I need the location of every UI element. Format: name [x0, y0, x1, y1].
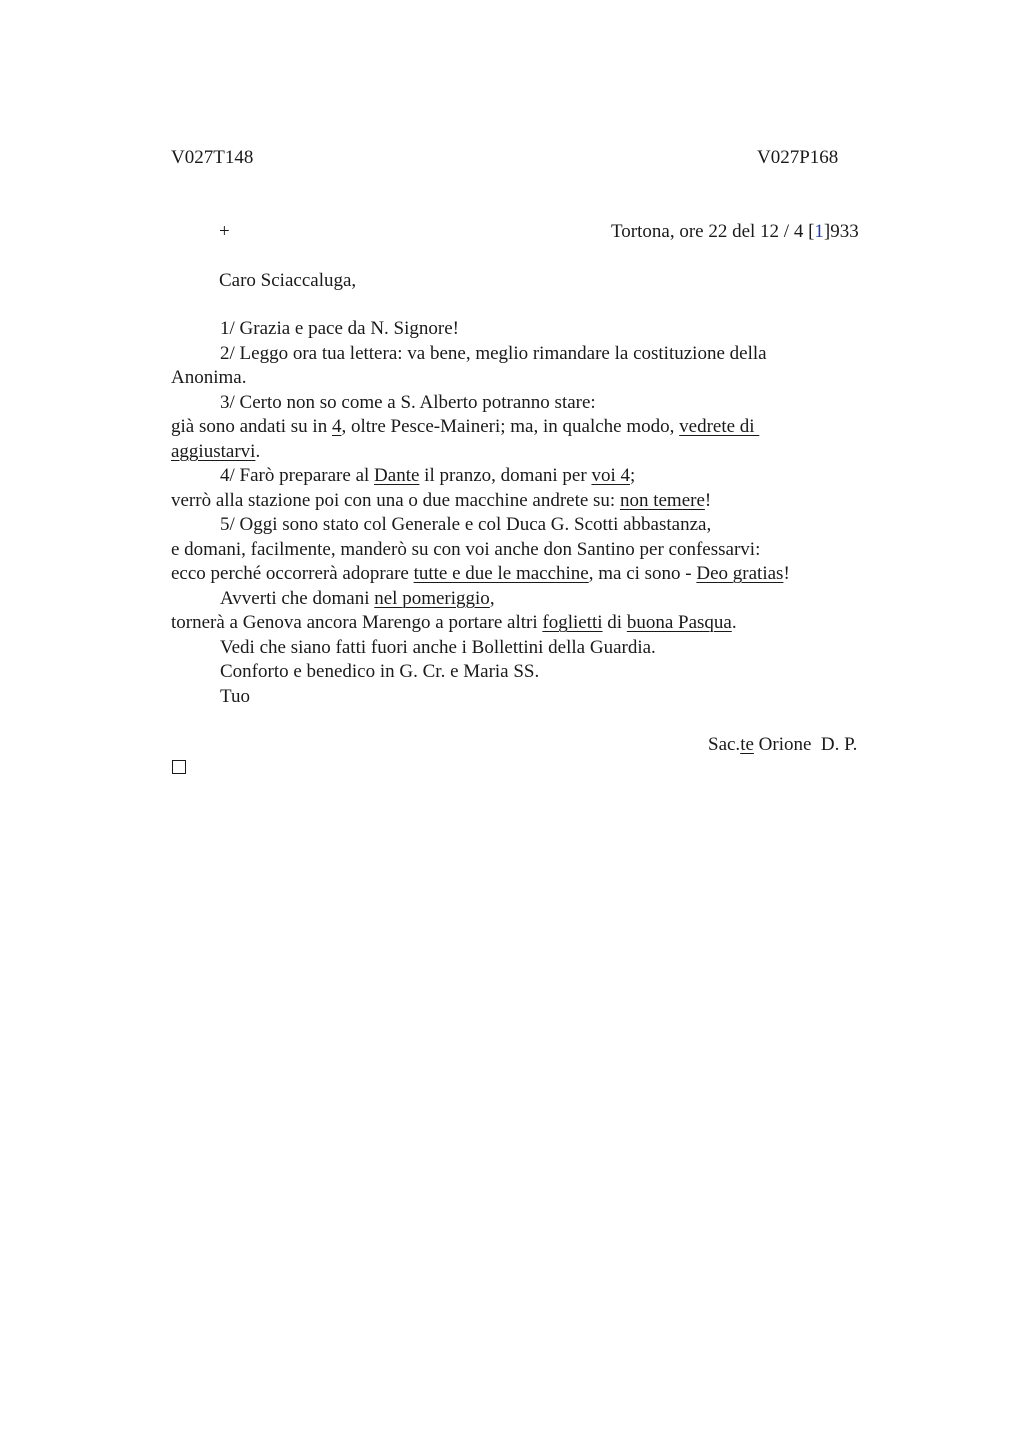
underlined-text: te — [740, 734, 754, 755]
text-run: ! — [704, 489, 712, 511]
text-run: il pranzo, domani per — [419, 465, 592, 486]
paragraph-3-line-1: 3/ Certo non so come a S. Alberto potranno stare: — [220, 391, 596, 413]
text-run: tornerà a Genova ancora Marengo a portare altri — [171, 612, 543, 633]
text-run: ! — [783, 563, 790, 584]
paragraph-7: Vedi che siano fatti fuori anche i Bollettini della Guardia. — [220, 636, 656, 658]
underlined-text: 4 — [331, 416, 342, 437]
place-date — [611, 220, 859, 244]
cross-symbol: + — [219, 221, 230, 242]
text-run: ecco perché occorrerà adoprare — [171, 563, 414, 584]
paragraph-5-line-1: 5/ Oggi sono stato col Generale e col Duca G. Scotti abbastanza, — [220, 514, 712, 535]
paragraph-5-line-3 — [171, 562, 871, 587]
place-date-year: ]933 — [823, 221, 859, 242]
text-run: Avverti che domani — [220, 587, 375, 609]
paragraph-2-line-1: 2/ Leggo ora tua lettera: va bene, meglio rimandare la costituzione della — [220, 342, 767, 364]
text-run: Orione D. P. — [753, 734, 858, 755]
paragraph-1: 1/ Grazia e pace da N. Signore! — [220, 318, 459, 339]
text-run: , ma ci sono - — [588, 563, 697, 584]
underlined-text: voi 4 — [591, 465, 630, 486]
text-run: . — [731, 612, 737, 633]
underlined-text: aggiustarvi — [171, 440, 256, 462]
place-date-bracket-number: 1 — [814, 221, 824, 242]
underlined-text: non temere — [619, 489, 705, 511]
underlined-text: tutte e due le macchine — [413, 563, 589, 584]
paragraph-4-line-2 — [171, 489, 871, 514]
closing: Tuo — [220, 685, 250, 707]
paragraph-4-line-1 — [171, 464, 871, 489]
paragraph-5-line-2: e domani, facilmente, manderò su con voi anche don Santino per confessarvi: — [171, 538, 761, 560]
underlined-text: Deo gratias — [696, 563, 784, 584]
text-run: 4/ Farò preparare al — [220, 465, 375, 486]
paragraph-8: Conforto e benedico in G. Cr. e Maria SS. — [220, 661, 540, 682]
signature — [708, 733, 857, 757]
text-run: , — [489, 587, 495, 609]
underlined-text: Dante — [374, 465, 420, 486]
underlined-text: foglietti — [542, 612, 603, 633]
text-run: , oltre Pesce-Maineri; ma, in qualche modo, — [341, 416, 680, 437]
salutation: Caro Sciaccaluga, — [219, 270, 357, 291]
text-run: di — [602, 612, 627, 633]
paragraph-6-line-1 — [171, 587, 871, 612]
paragraph-3-line-2 — [171, 415, 871, 440]
paragraph-6-line-2 — [171, 611, 871, 636]
text-run: . — [255, 440, 261, 462]
header-left-code: V027T148 — [171, 147, 254, 168]
underlined-text: buona Pasqua — [626, 612, 732, 633]
header-right-code: V027P168 — [757, 147, 839, 168]
text-run: già sono andati su in — [171, 416, 332, 437]
checkbox-square-icon — [172, 760, 186, 774]
text-run: verrò alla stazione poi con una o due macchine andrete su: — [171, 489, 620, 511]
text-run: ; — [629, 465, 636, 486]
underlined-text: nel pomeriggio — [374, 587, 490, 609]
underlined-text: vedrete di — [679, 416, 760, 437]
letter-body — [171, 317, 871, 709]
paragraph-3-line-3 — [171, 440, 871, 465]
text-run: Sac. — [708, 734, 741, 755]
place-date-text: Tortona, ore 22 del 12 / 4 [ — [611, 221, 815, 242]
paragraph-2-line-2: Anonima. — [171, 367, 247, 388]
